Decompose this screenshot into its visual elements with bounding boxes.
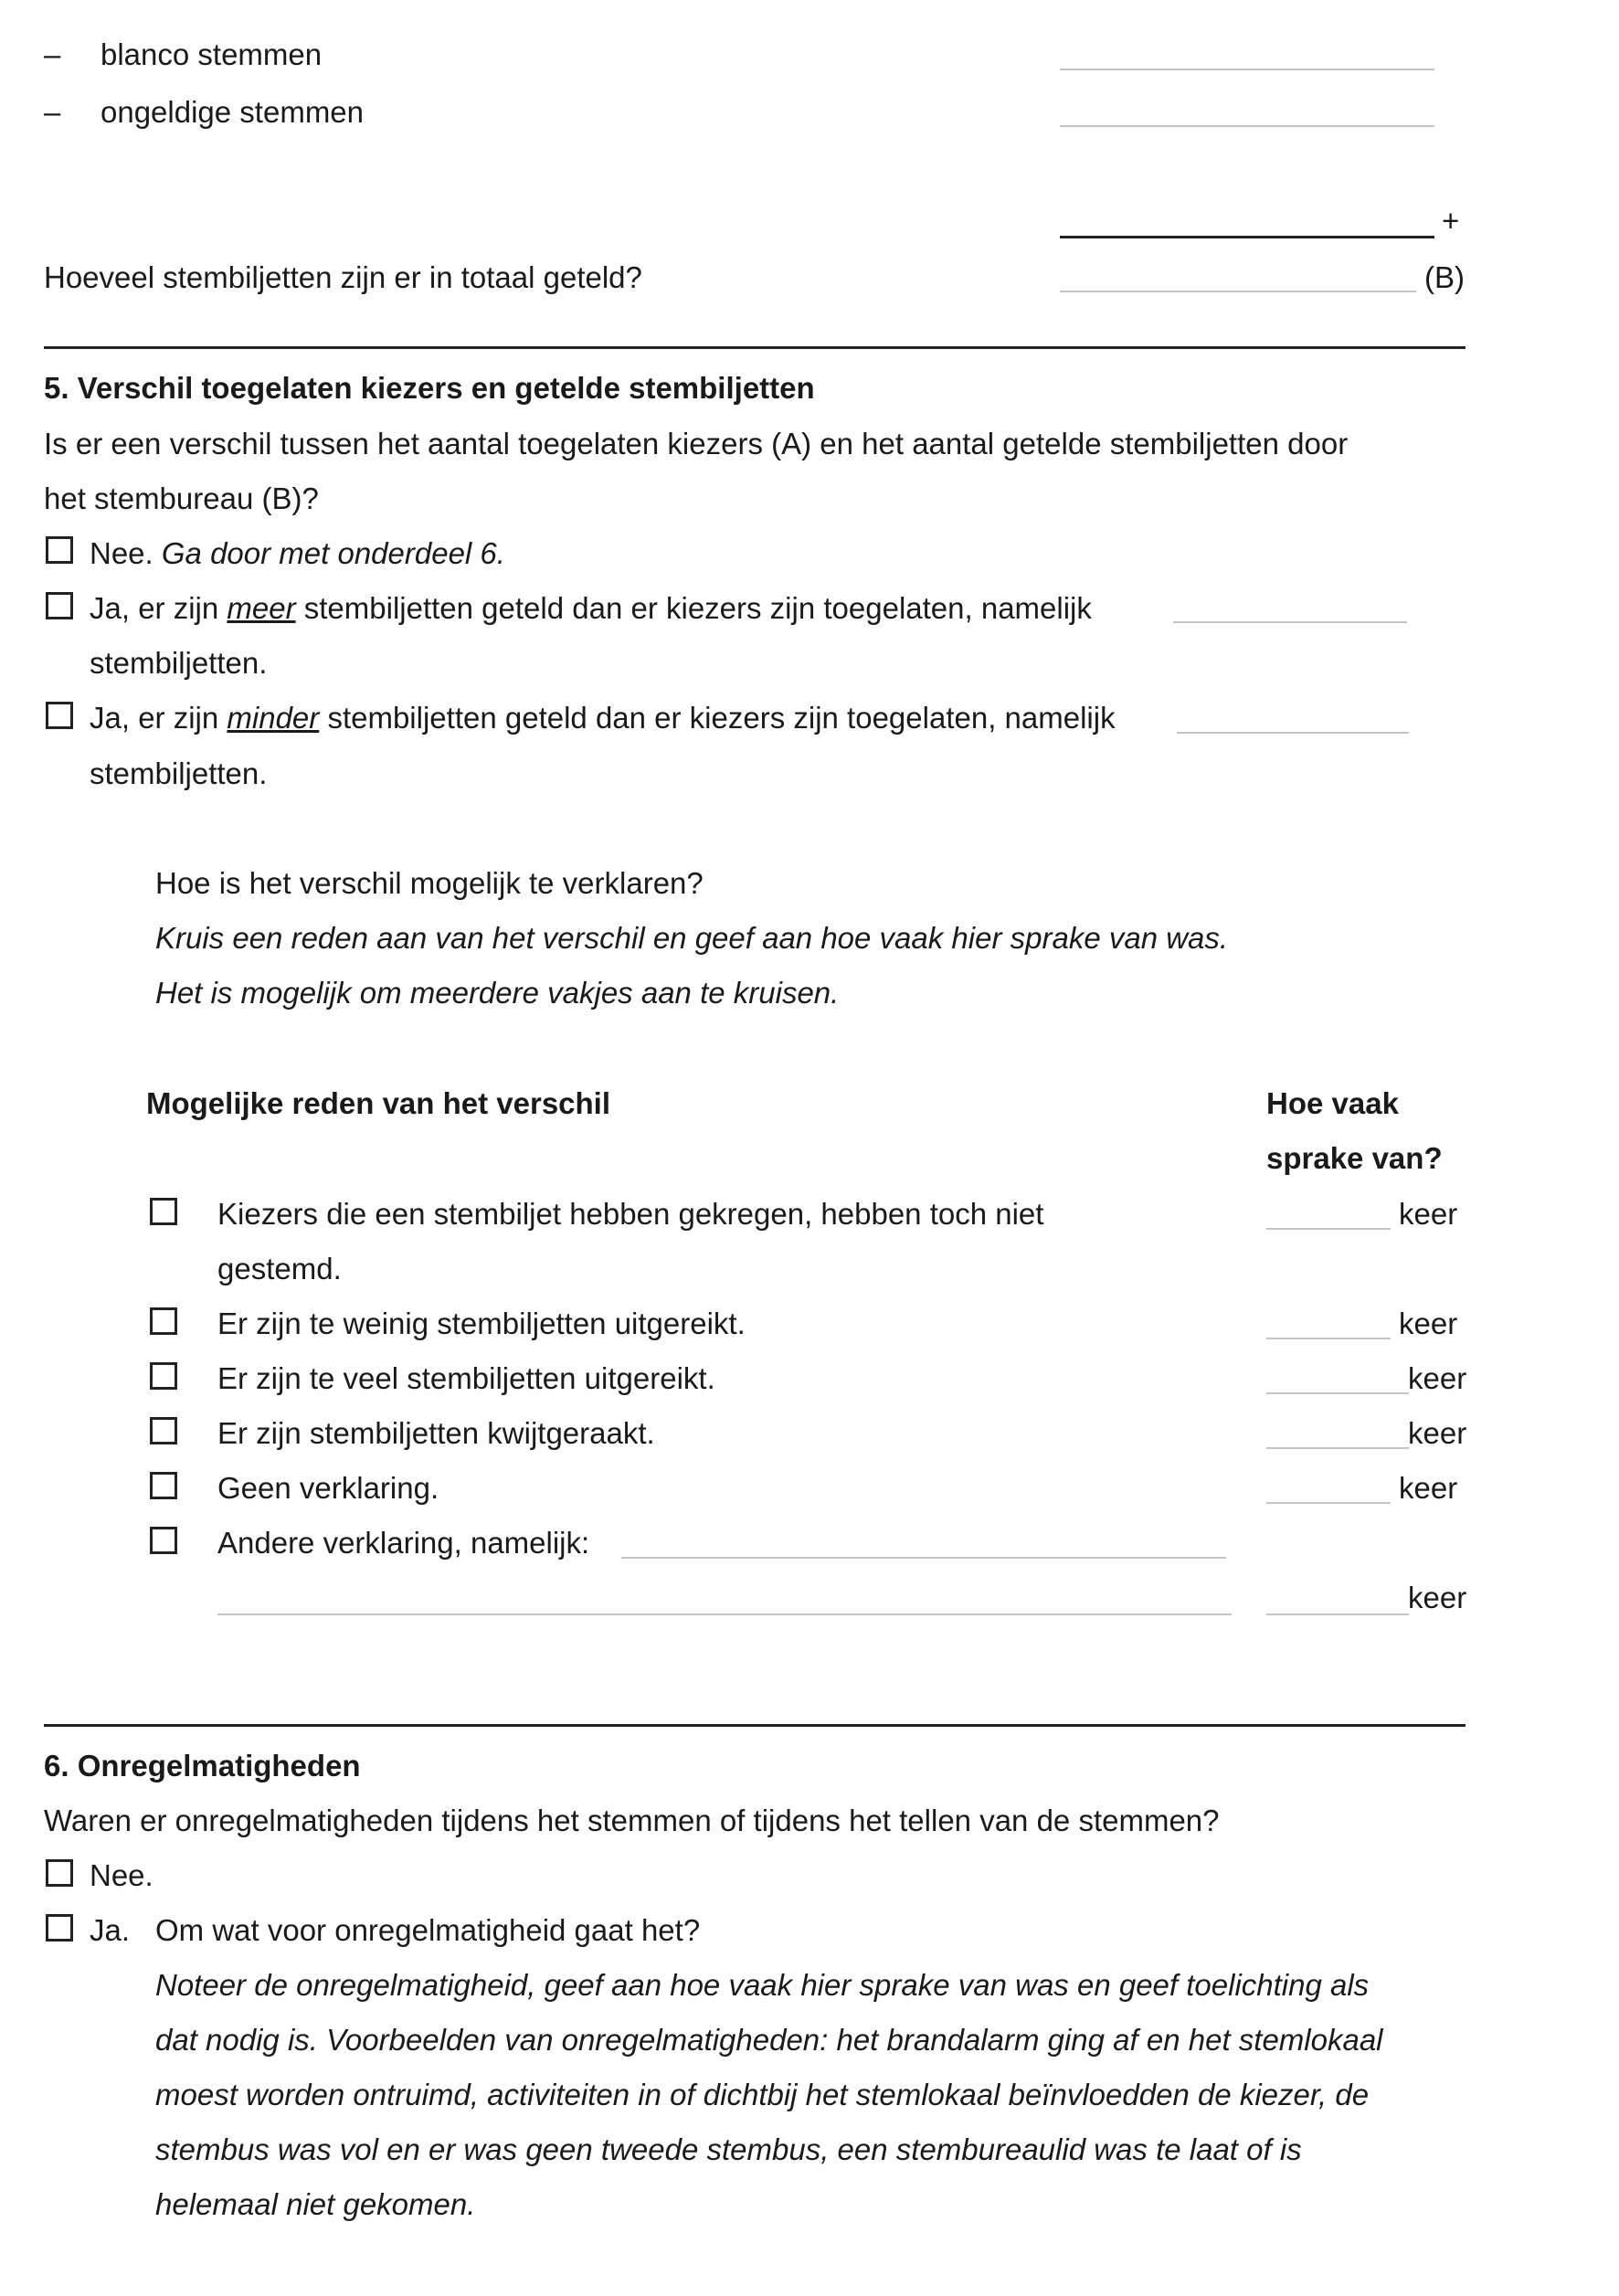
option-less-continuation: stembiljetten. — [90, 757, 268, 790]
reason-did-not-vote-line2: gestemd. — [217, 1252, 342, 1286]
checkbox-irregularities-no[interactable] — [46, 1859, 73, 1887]
option-more-continuation: stembiljetten. — [90, 646, 268, 680]
section-divider — [44, 1724, 1466, 1727]
total-ballots-field[interactable] — [1060, 291, 1416, 292]
total-question: Hoeveel stembiljetten zijn er in totaal geteld? — [44, 260, 642, 294]
option-no-label: Nee. — [90, 536, 153, 570]
frequency-field[interactable] — [1266, 1228, 1391, 1230]
blank-votes-field[interactable] — [1060, 69, 1434, 70]
irregularity-instruction-line: helemaal niet gekomen. — [155, 2187, 476, 2221]
checkbox-reason-other[interactable] — [150, 1527, 177, 1554]
reason-column-header: Mogelijke reden van het verschil — [146, 1086, 611, 1120]
section-5-heading: 5. Verschil toegelaten kiezers en getelde stembiljetten — [44, 371, 815, 405]
checkbox-reason-lost[interactable] — [150, 1417, 177, 1444]
irregularity-question: Om wat voor onregelmatigheid gaat het? — [155, 1913, 701, 1947]
invalid-votes-label: ongeldige stemmen — [101, 95, 365, 129]
checkbox-reason-too-many[interactable] — [150, 1362, 177, 1390]
frequency-unit: keer — [1399, 1307, 1458, 1340]
sum-line — [1060, 236, 1434, 238]
list-dash: – — [44, 95, 61, 129]
irregularity-instruction-line: dat nodig is. Voorbeelden van onregelmatigheden: het brandalarm ging af en het stemlokaal — [155, 2023, 1383, 2057]
invalid-votes-field[interactable] — [1060, 125, 1434, 127]
section-6-heading: 6. Onregelmatigheden — [44, 1749, 361, 1783]
reason-too-many: Er zijn te veel stembiljetten uitgereikt. — [217, 1361, 715, 1395]
other-reason-field-continued[interactable] — [217, 1614, 1232, 1615]
frequency-field[interactable] — [1266, 1338, 1391, 1339]
checkbox-reason-too-few[interactable] — [150, 1307, 177, 1335]
option-more-ballots — [90, 590, 1092, 627]
plus-sign: + — [1442, 204, 1460, 238]
frequency-unit: keer — [1408, 1416, 1467, 1450]
blank-votes-label: blanco stemmen — [101, 37, 323, 71]
more-ballots-count-field[interactable] — [1173, 621, 1407, 623]
option-no-difference — [90, 535, 505, 572]
reason-other: Andere verklaring, namelijk: — [217, 1526, 590, 1560]
irregularity-instruction-line: Noteer de onregelmatigheid, geef aan hoe vaak hier sprake van was en geef toelichting als — [155, 1968, 1370, 2002]
checkbox-reason-none[interactable] — [150, 1472, 177, 1499]
frequency-unit: keer — [1399, 1197, 1458, 1231]
frequency-unit: keer — [1399, 1471, 1458, 1505]
irregularity-instruction-line: stembus was vol en er was geen tweede stembus, een stembureaulid was te laat of is — [155, 2132, 1302, 2166]
checkbox-more-ballots[interactable] — [46, 592, 73, 619]
frequency-field[interactable] — [1266, 1614, 1409, 1615]
option-more-prefix: Ja, er zijn — [90, 591, 219, 625]
section-6-question: Waren er onregelmatigheden tijdens het stemmen of tijdens het tellen van de stemmen? — [44, 1804, 1220, 1837]
section-5-question-line1: Is er een verschil tussen het aantal toegelaten kiezers (A) en het aantal getelde stembiljetten door — [44, 427, 1349, 460]
section-divider — [44, 346, 1466, 349]
option-no-instruction: Ga door met onderdeel 6. — [161, 536, 505, 570]
option-less-emphasis: minder — [227, 701, 320, 735]
checkbox-no-difference[interactable] — [46, 536, 73, 564]
reason-did-not-vote-line1: Kiezers die een stembiljet hebben gekregen, hebben toch niet — [217, 1197, 1044, 1231]
option-irregularities-yes: Ja. — [90, 1913, 131, 1947]
irregularity-instruction-line: moest worden ontruimd, activiteiten in of dichtbij het stemlokaal beïnvloedden de kiezer, de — [155, 2078, 1370, 2111]
reason-none: Geen verklaring. — [217, 1471, 439, 1505]
option-less-suffix: stembiljetten geteld dan er kiezers zijn toegelaten, namelijk — [327, 701, 1116, 735]
checkbox-reason-did-not-vote[interactable] — [150, 1198, 177, 1225]
frequency-field[interactable] — [1266, 1502, 1391, 1504]
explain-question: Hoe is het verschil mogelijk te verklaren? — [155, 866, 704, 900]
option-fewer-ballots — [90, 700, 1116, 736]
frequency-header-line2: sprake van? — [1266, 1141, 1443, 1175]
fewer-ballots-count-field[interactable] — [1177, 732, 1409, 734]
section-5-question-line2: het stembureau (B)? — [44, 481, 319, 515]
frequency-field[interactable] — [1266, 1392, 1409, 1394]
list-dash: – — [44, 37, 61, 71]
option-more-suffix: stembiljetten geteld dan er kiezers zijn toegelaten, namelijk — [303, 591, 1092, 625]
option-less-prefix: Ja, er zijn — [90, 701, 219, 735]
frequency-unit: keer — [1408, 1361, 1467, 1395]
frequency-field[interactable] — [1266, 1447, 1409, 1449]
frequency-header-line1: Hoe vaak — [1266, 1086, 1399, 1120]
reason-lost: Er zijn stembiljetten kwijtgeraakt. — [217, 1416, 655, 1450]
explain-instruction-2: Het is mogelijk om meerdere vakjes aan te kruisen. — [155, 976, 840, 1010]
option-more-emphasis: meer — [227, 591, 296, 625]
checkbox-fewer-ballots[interactable] — [46, 702, 73, 729]
reason-too-few: Er zijn te weinig stembiljetten uitgereikt. — [217, 1307, 746, 1340]
total-marker: (B) — [1424, 260, 1465, 294]
frequency-unit: keer — [1408, 1581, 1467, 1614]
explain-instruction-1: Kruis een reden aan van het verschil en geef aan hoe vaak hier sprake van was. — [155, 921, 1229, 955]
option-irregularities-no: Nee. — [90, 1858, 153, 1892]
checkbox-irregularities-yes[interactable] — [46, 1914, 73, 1942]
other-reason-field[interactable] — [621, 1557, 1226, 1559]
